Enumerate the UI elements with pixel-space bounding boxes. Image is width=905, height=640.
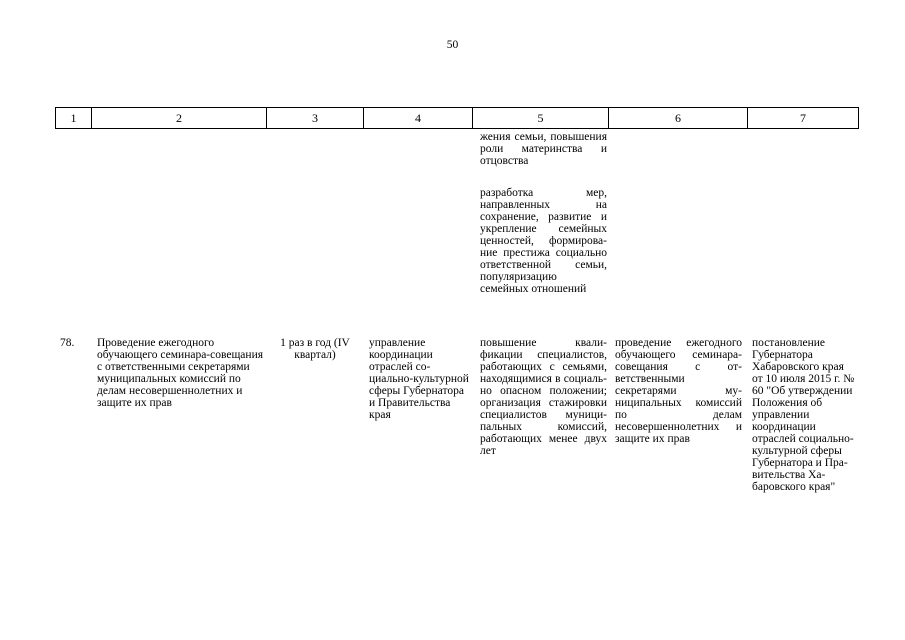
column-header-3: 3 [266, 107, 364, 129]
column-header-2: 2 [91, 107, 267, 129]
goal-cell: повышение квалификации специалистов, работающих с семьями, находящимися в социально опасном положении; организация стажировки специалистов муниципальных комиссий, работающих менее двух лет [480, 337, 607, 457]
column-header-7: 7 [747, 107, 859, 129]
column-header-4: 4 [363, 107, 473, 129]
result-cell: проведение ежегодного обучающего семинара-совещания с ответственными секретарями муниципальных комиссий по делам несовершеннолетних и защите их прав [615, 337, 742, 445]
event-cell: Проведение ежегодного обучающего семинара-совещания с ответственными секретарями муниципальных комиссий по делам несовершеннолетних и защите их прав [97, 337, 264, 409]
executor-cell: управление координации отраслей социально-культурной сферы Губернатора и Правительства края [369, 337, 469, 421]
page-number: 50 [446, 39, 459, 51]
basis-cell: постановление Губернатора Хабаровского края от 10 июля 2015 г. № 60 "Об утверждении Положения об управлении координации отраслей социально-культурной сферы Губернатора и Правительства Хабаровского края" [752, 337, 855, 493]
term-cell: 1 раз в год (IV квартал) [280, 337, 350, 361]
column-header-6: 6 [608, 107, 748, 129]
goal-measures-text: разработка мер, направленных на сохранение, развитие и укрепление семейных ценностей, формирование престижа социально ответственной семьи, популяризацию семейных отношений [480, 187, 607, 295]
goal-continuation-text: жения семьи, повышения роли материнства и отцовства [480, 131, 607, 167]
row-number: 78. [60, 337, 75, 349]
column-header-1: 1 [55, 107, 92, 129]
column-header-5: 5 [472, 107, 609, 129]
